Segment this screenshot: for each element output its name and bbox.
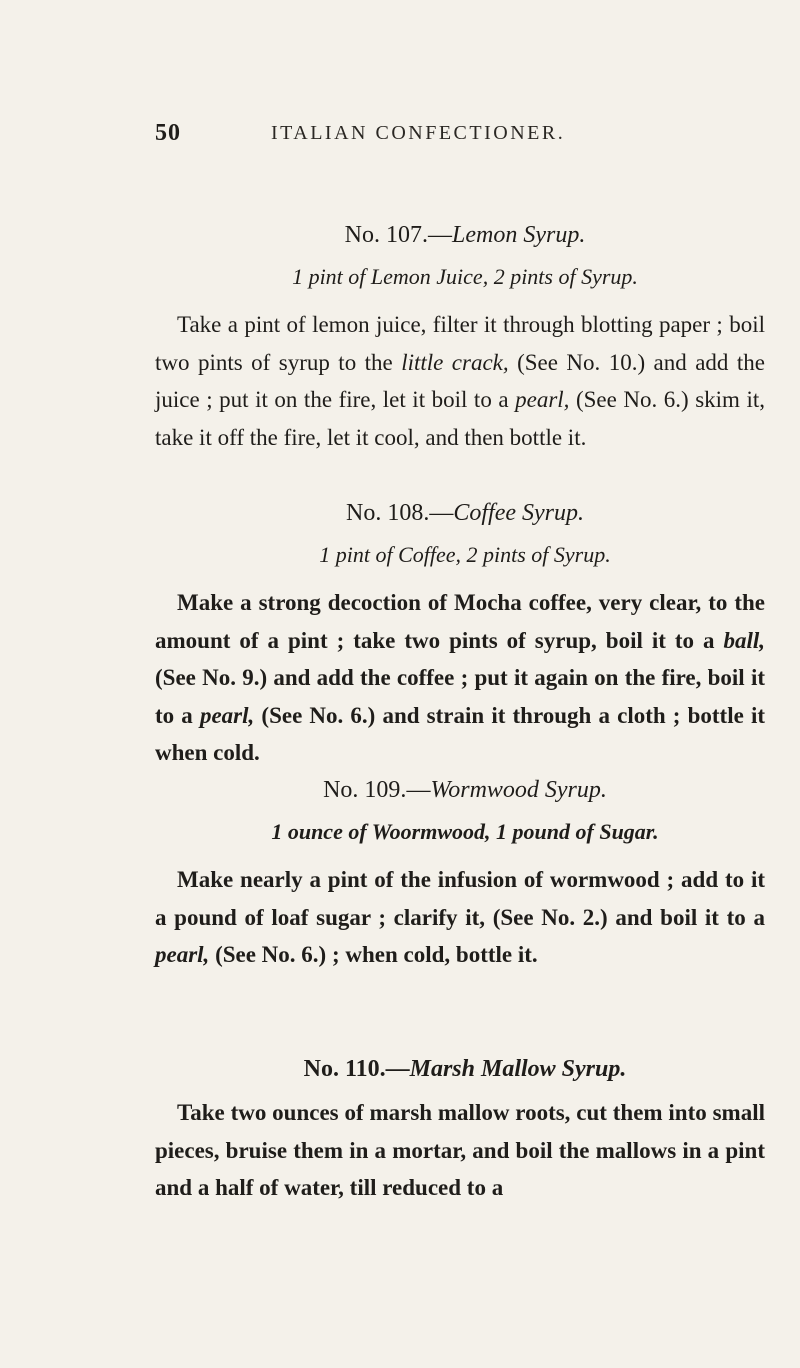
emphasized-term: ball, bbox=[723, 627, 765, 653]
recipe-number: No. 109. bbox=[323, 777, 407, 803]
recipe-body bbox=[155, 306, 765, 456]
running-head: ITALIAN CONFECTIONER. bbox=[271, 122, 566, 144]
recipe-name: Coffee Syrup. bbox=[453, 500, 584, 526]
body-run: (See No. 6.) skim it, take it off the fire, let it cool, and then bottle it. bbox=[155, 387, 765, 450]
recipe-ingredients: 1 pint of Lemon Juice, 2 pints of Syrup. bbox=[292, 264, 638, 289]
body-run: (See No. 6.) ; when cold, bottle it. bbox=[209, 942, 538, 967]
recipe-name: Lemon Syrup. bbox=[452, 222, 586, 248]
recipe-number: No. 107. bbox=[344, 222, 428, 248]
recipe-ingredients: 1 pint of Coffee, 2 pints of Syrup. bbox=[319, 542, 611, 567]
page-header bbox=[155, 120, 755, 150]
recipe-body bbox=[155, 584, 765, 772]
body-run: (See No. 9.) and add the coffee ; put it again on the fire, boil it to a bbox=[155, 665, 765, 728]
recipe-109 bbox=[155, 775, 765, 974]
recipe-number: No. 108. bbox=[346, 500, 430, 526]
recipe-title: No. 107.—Lemon Syrup. bbox=[344, 222, 586, 248]
recipe-107 bbox=[155, 220, 765, 456]
recipe-108 bbox=[155, 498, 765, 772]
recipe-ingredients: 1 ounce of Woormwood, 1 pound of Sugar. bbox=[271, 819, 659, 844]
emphasized-term: pearl, bbox=[155, 942, 210, 967]
recipe-title: No. 108.—Coffee Syrup. bbox=[346, 500, 584, 526]
body-run: Take two ounces of marsh mallow roots, cut them into small pieces, bruise them in a mortar, and boil the mallows in a pint and a half of water, till reduced to a bbox=[155, 1100, 765, 1200]
body-run: (See No. 6.) and strain it through a cloth ; bottle it when cold. bbox=[155, 702, 766, 765]
recipe-number: No. 110. bbox=[303, 1056, 386, 1082]
body-run: (See No. 10.) and add the juice ; put it on the fire, let it boil to a bbox=[155, 349, 765, 412]
recipe-110 bbox=[155, 1054, 765, 1207]
recipe-title: No. 109.—Wormwood Syrup. bbox=[323, 777, 607, 803]
body-run: Make a strong decoction of Mocha coffee, very clear, to the amount of a pint ; take two pints of syrup, boil it to a bbox=[155, 590, 765, 653]
page-number: 50 bbox=[155, 120, 181, 146]
body-run: Take a pint of lemon juice, filter it through blotting paper ; boil two pints of syrup to the bbox=[155, 312, 765, 375]
recipe-body bbox=[155, 861, 765, 974]
emphasized-term: pearl, bbox=[199, 702, 255, 728]
emphasized-term: little crack, bbox=[401, 349, 509, 375]
recipe-body bbox=[155, 1094, 765, 1207]
recipe-title: No. 110.—Marsh Mallow Syrup. bbox=[303, 1056, 627, 1082]
recipe-name: Marsh Mallow Syrup. bbox=[409, 1056, 627, 1082]
emphasized-term: pearl, bbox=[515, 387, 570, 412]
body-run: Make nearly a pint of the infusion of wormwood ; add to it a pound of loaf sugar ; clarify it, (See No. 2.) and boil it to a bbox=[155, 867, 765, 930]
recipe-name: Wormwood Syrup. bbox=[430, 777, 607, 803]
